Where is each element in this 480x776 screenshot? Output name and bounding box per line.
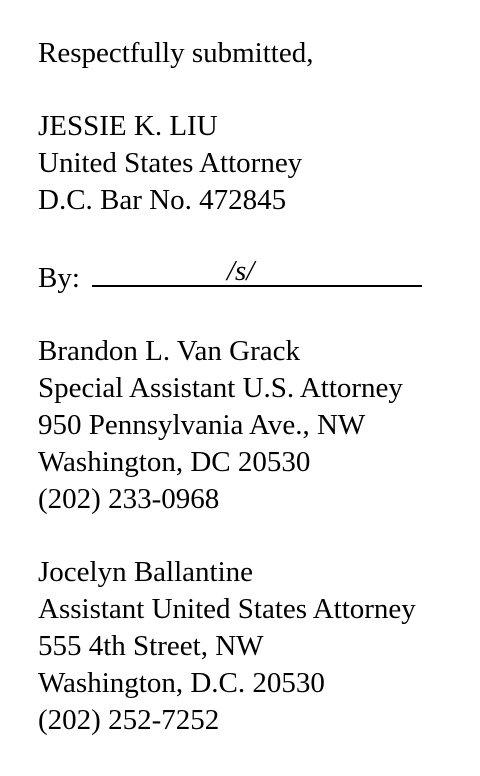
spacer xyxy=(38,219,468,255)
spacer xyxy=(38,72,468,108)
attorney-1-address-line-2: Washington, DC 20530 xyxy=(38,446,311,478)
attorney-1-name: Brandon L. Van Grack xyxy=(38,335,301,367)
attorney-1-address-line-1: 950 Pennsylvania Ave., NW xyxy=(38,409,366,441)
closing-text: Respectfully submitted, xyxy=(38,37,314,69)
counsel-name: JESSIE K. LIU xyxy=(38,110,218,142)
signature-line xyxy=(38,255,468,297)
attorney-2-title: Assistant United States Attorney xyxy=(38,593,416,625)
signature-label: By: xyxy=(38,262,80,294)
signature-block xyxy=(38,35,468,739)
spacer xyxy=(38,297,468,333)
attorney-1-phone: (202) 233-0968 xyxy=(38,483,220,515)
spacer xyxy=(38,518,468,554)
attorney-2-name: Jocelyn Ballantine xyxy=(38,556,254,588)
signature-value: /s/ xyxy=(226,255,255,287)
attorney-1-title: Special Assistant U.S. Attorney xyxy=(38,372,403,404)
attorney-2-phone: (202) 252-7252 xyxy=(38,704,220,736)
counsel-title: United States Attorney xyxy=(38,147,303,179)
counsel-bar-number: D.C. Bar No. 472845 xyxy=(38,184,287,216)
attorney-2-address-line-2: Washington, D.C. 20530 xyxy=(38,667,325,699)
attorney-2-address-line-1: 555 4th Street, NW xyxy=(38,630,264,662)
signature-field xyxy=(92,255,422,287)
